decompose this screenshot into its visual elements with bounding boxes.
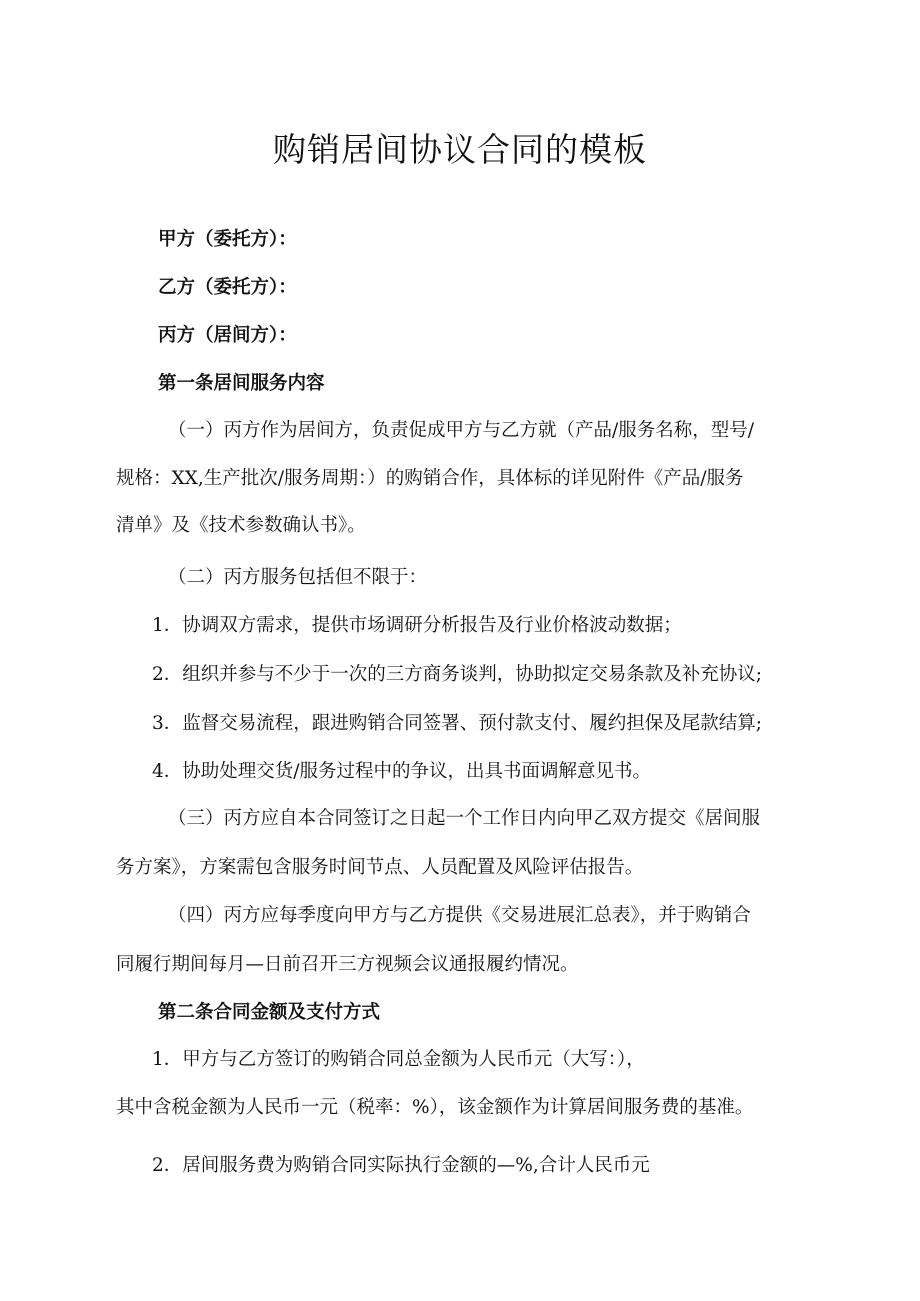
article-2-item-1-line-1: 1．甲方与乙方签订的购销合同总金额为人民币元（大写：）， [152,1049,645,1070]
article-2-item-2: 2．居间服务费为购销合同实际执行金额的—%,合计人民币元 [152,1155,650,1176]
article-1-paragraph-3-line-1: （三）丙方应自本合同签订之日起一个工作日内向甲乙双方提交《居间服 [168,808,761,829]
party-a-label: 甲方（委托方）： [158,229,297,250]
party-c-label: 丙方（居间方）： [158,325,297,346]
article-1-paragraph-4-line-1: （四）丙方应每季度向甲方与乙方提供《交易进展汇总表》，并于购销合 [168,905,751,926]
party-b-label: 乙方（委托方）： [158,277,297,298]
article-1-paragraph-1-line-3: 清单》及《技术参数确认书》。 [116,515,366,536]
article-1-paragraph-3-line-2: 务方案》，方案需包含服务时间节点、人员配置及风险评估报告。 [116,857,644,878]
article-1-paragraph-1-line-2: 规格：XX,生产批次/服务周期：）的购销合作，具体标的详见附件《产品/服务 [116,468,744,489]
article-1-item-3: 3．监督交易流程，跟进购销合同签署、预付款支付、履约担保及尾款结算; [152,713,763,734]
article-1-item-4: 4．协助处理交货/服务过程中的争议，出具书面调解意见书。 [152,761,652,782]
article-1-item-1: 1．协调双方需求，提供市场调研分析报告及行业价格波动数据； [152,615,682,636]
article-1-item-2: 2．组织并参与不少于一次的三方商务谈判，协助拟定交易条款及补充协议; [152,664,763,685]
article-1-heading: 第一条居间服务内容 [158,373,325,394]
article-1-paragraph-1-line-1: （一）丙方作为居间方，负责促成甲方与乙方就（产品/服务名称，型号/ [168,420,754,441]
article-2-heading: 第二条合同金额及支付方式 [158,1002,381,1023]
document-title: 购销居间协议合同的模板 [273,130,647,169]
article-1-paragraph-4-line-2: 同履行期间每月—日前召开三方视频会议通报履约情况。 [116,954,579,975]
article-1-paragraph-2: （二）丙方服务包括但不限于： [168,567,428,588]
article-2-item-1-line-2: 其中含税金额为人民币一元（税率：%），该金额作为计算居间服务费的基准。 [116,1097,754,1118]
